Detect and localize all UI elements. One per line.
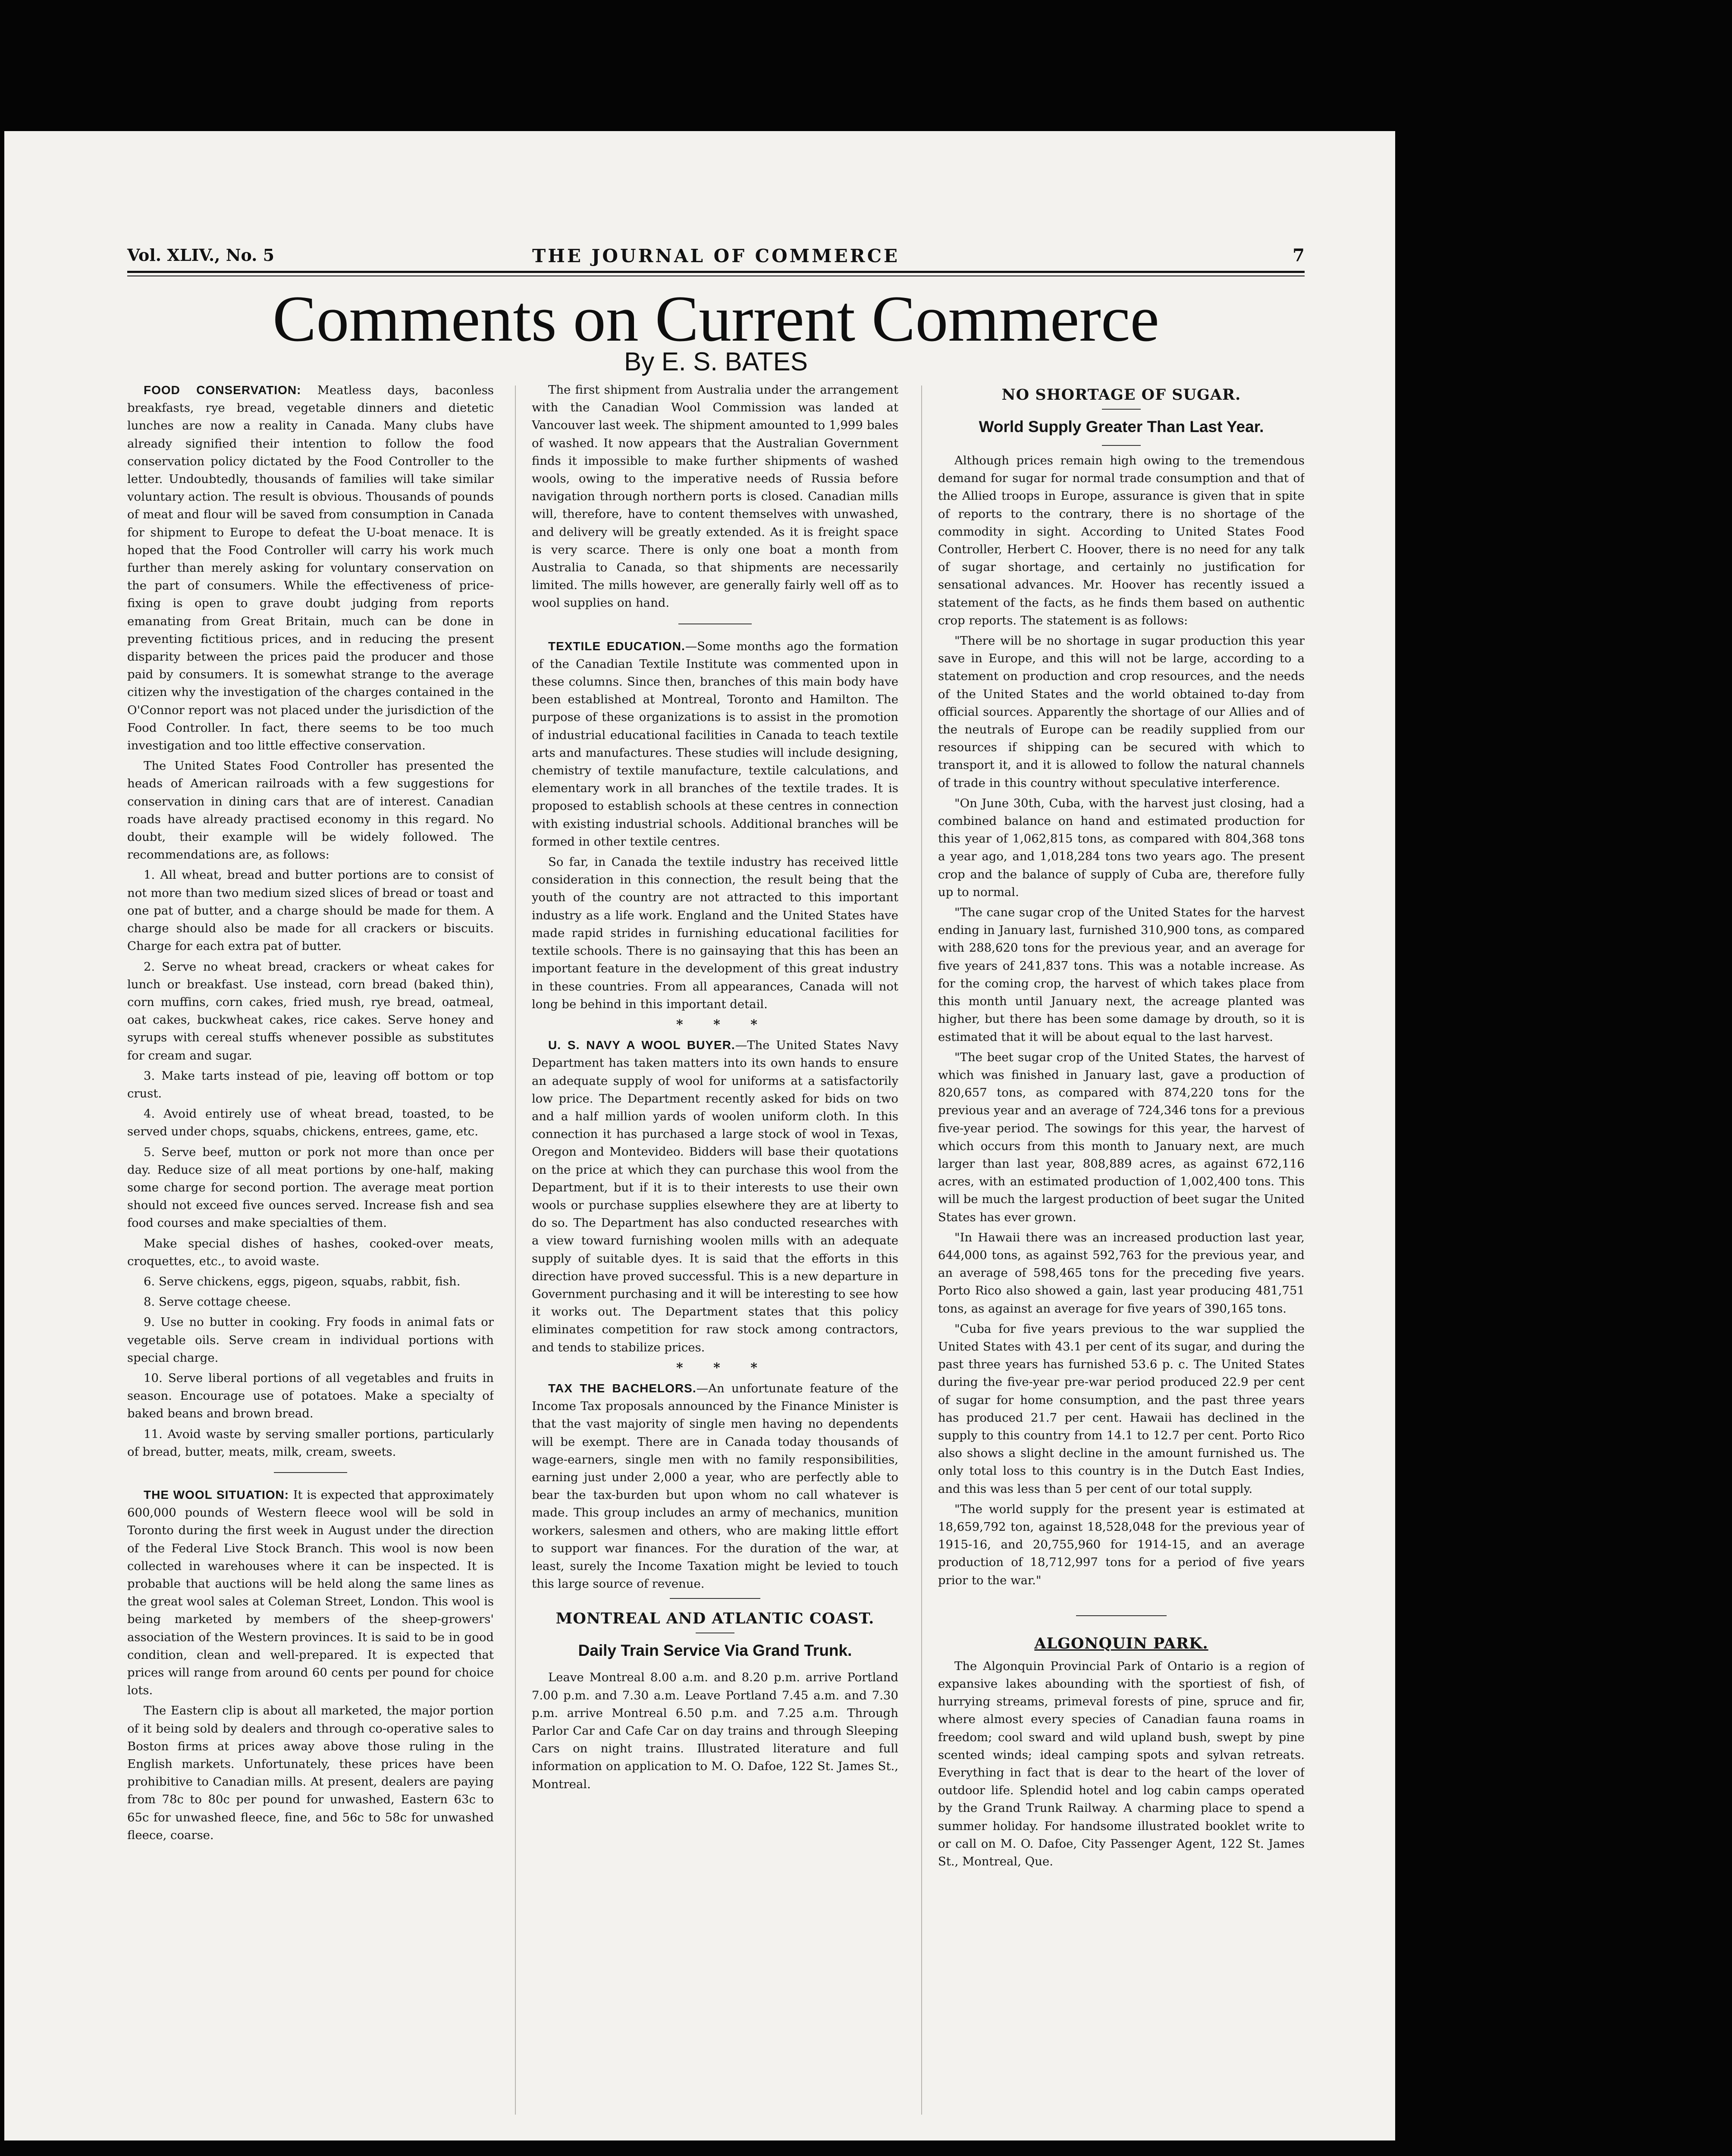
tax-bachelors-text: —An unfortunate feature of the Income Tax proposals announced by the Finance Minister is that the vast majority of single men having no dependents will be exempt. There are in Canada today thousands of wage-earners, single men with no family responsibilities, earning just under 2,000 a year, who are perfectly able to bear the tax-burden but upon whom no call whatever is made. This group includes an army of mechanics, munition workers, salesmen and others, who are making little effort to support war finances. For the duration of the war, at least, surely the Income Taxation might be levied to touch this large source of revenue. [532, 1381, 898, 1591]
list-item: 5. Serve beef, mutton or pork not more than once per day. Reduce size of all meat portions by one-half, making some charge for second portion. The average meat portion should not exceed five ounces served. Increase fish and sea food courses and make specialties of them. [127, 1145, 494, 1230]
food-controller-paragraph: The United States Food Controller has presented the heads of American railroads with a few suggestions for conservation in dining cars that are of interest. Canadian roads have already practised economy in this regard. No doubt, their example will be widely followed. The recommendations are, as follows: [127, 759, 494, 862]
recommendations-list [127, 866, 494, 1461]
montreal-heading: MONTREAL AND ATLANTIC COAST. [555, 1610, 875, 1628]
heading-rule [1102, 409, 1141, 410]
volume-number: Vol. XLIV., No. 5 [127, 245, 275, 265]
page-number: 7 [1293, 245, 1305, 266]
sugar-paragraph: "In Hawaii there was an increased production last year, 644,000 tons, as against 592,763 for the previous year, and an average of 598,465 tons for the preceding five years. Porto Rico also showed a gain, last year producing 481,751 tons, as against an average for five years of 390,165 tons. [938, 1230, 1305, 1316]
section-separator [1076, 1615, 1167, 1616]
sugar-heading: NO SHORTAGE OF SUGAR. [1001, 386, 1241, 404]
food-conservation-text: Meatless days, baconless breakfasts, rye bread, vegetable dinners and dietetic lunches are now a reality in Canada. Many clubs have already signified their intention to follow the food conservation policy dictated by the Food Controller to the letter. Undoubtedly, thousands of families will take similar voluntary action. The result is obvious. Thousands of pounds of meat and flour will be saved from consumption in Canada for shipment to Europe to defeat the U-boat menace. It is hoped that the Food Controller will carry his work much further than merely asking for voluntary conservation on the part of consumers. While the effectiveness of price-fixing is open to grave doubt judging from reports emanating from Great Britain, much can be done in preventing fictitious prices, and in reducing the present disparity between the prices paid the producer and those paid by consumers. It is somewhat strange to the average citizen why the investigation of the charges contained in the O'Connor report was not placed under the jurisdiction of the Food Controller. In fact, there seems to be too much investigation and too little effective conservation. [127, 383, 494, 753]
star-separator: * * * [676, 1360, 770, 1376]
header-rule [127, 271, 1305, 273]
list-item: 10. Serve liberal portions of all vegetables and fruits in season. Encourage use of potatoes. Make a specialty of baked beans and brown bread. [127, 1371, 494, 1421]
list-item: 1. All wheat, bread and butter portions are to consist of not more than two medium sized slices of bread or toast and one pat of butter, and a charge should be made for them. A charge should also be made for all crackers or biscuits. Charge for each extra pat of butter. [127, 868, 494, 953]
textile-industry-paragraph: So far, in Canada the textile industry has received little consideration in this connection, the result being that the youth of the country are not attracted to this important industry as a life work. England and the United States have made rapid strides in furnishing educational facilities for textile schools. There is no gainsaying that this has been an important feature in the development of this great industry in these countries. From all appearances, Canada will not long be behind in this important detail. [532, 855, 898, 1011]
journal-title: THE JOURNAL OF COMMERCE [532, 245, 900, 266]
food-conservation-paragraph [127, 381, 494, 755]
column-rule [921, 385, 922, 2115]
sugar-paragraph: "Cuba for five years previous to the war supplied the United States with 43.1 per cent of its sugar, and during the past three years has furnished 53.6 p. c. The United States during the five-year pre-war period produced 22.9 per cent of sugar for home consumption, and the past three years has produced 21.7 per cent. Hawaii has declined in the supply to this country from 14.1 to 12.7 per cent. Porto Rico also shows a slight decline in the amount furnished us. The only total loss to this country is in the Dutch East Indies, and this was less than 5 per cent of our total supply. [938, 1322, 1305, 1496]
navy-wool-paragraph [532, 1036, 898, 1357]
page-headline: Comments on Current Commerce [273, 282, 1159, 355]
sugar-paragraph: "There will be no shortage in sugar production this year save in Europe, and this will not be large, according to a statement on production and crop resources, and the needs of the United States and the world obtained to-day from official sources. Apparently the shortage of our Allies and of the neutrals of Europe can be readily supplied from our resources if shipping can be secured with which to transport it, and it is allowed to follow the natural channels of trade in this country without speculative interference. [938, 634, 1305, 790]
australia-shipment-paragraph: The first shipment from Australia under the arrangement with the Canadian Wool Commission was landed at Vancouver last week. The shipment amounted to 1,999 bales of washed. It now appears that the Australian Government finds it impossible to make further shipments of washed wools, owing to the imperative needs of Russia before navigation through northern ports is closed. Canadian mills will, therefore, have to content themselves with unwashed, and delivery will be greatly extended. As it is freight space is very scarce. There is only one boat a month from Australia to Canada, so that shipments are necessarily limited. The mills however, are generally fairly well off as to wool supplies on hand. [532, 383, 898, 610]
sugar-paragraph: "The cane sugar crop of the United States for the harvest ending in January last, furnished 310,900 tons, as compared with 288,620 tons for the previous year, and an average for five years of 241,837 tons. This was a notable increase. As for the coming crop, the harvest of which takes place from this month until January next, the acreage planted was higher, but there has been some damage by drouth, so it is estimated that it will be about equal to the last harvest. [938, 906, 1305, 1044]
wool-situation-text: It is expected that approximately 600,000 pounds of Western fleece wool will be sold in Toronto during the first week in August under the direction of the Federal Live Stock Branch. This wool is now been collected in warehouses where it can be inspected. It is probable that auctions will be held along the same lines as the great wool sales at Coleman Street, London. This wool is being marketed by members of the sheep-growers' association of the Western provinces. It is said to be in good condition, clean and well-prepared. It is expected that prices will range from around 60 cents per pound for choice lots. [127, 1488, 494, 1698]
list-item: 11. Avoid waste by serving smaller portions, particularly of bread, butter, meats, milk, cream, sweets. [127, 1427, 494, 1459]
tax-bachelors-lead: TAX THE BACHELORS. [548, 1381, 697, 1395]
food-conservation-lead: FOOD CONSERVATION: [144, 383, 301, 397]
montreal-subheading: Daily Train Service Via Grand Trunk. [578, 1642, 852, 1660]
list-item: 2. Serve no wheat bread, crackers or wheat cakes for lunch or breakfast. Use instead, corn bread (baked thin), corn muffins, corn cakes, fried mush, rye bread, oatmeal, oat cakes, buckwheat cakes, rice cakes. Serve honey and syrups with cereal stuffs whenever possible as substitutes for cream and sugar. [127, 959, 494, 1062]
list-item: 8. Serve cottage cheese. [144, 1295, 291, 1309]
sugar-paragraph: "The world supply for the present year is estimated at 18,659,792 ton, against 18,528,048 for the previous year of 1915-16, and 20,755,960 for 1914-15, and an average production of 18,712,997 tons for a period of five years prior to the war." [938, 1502, 1305, 1587]
list-item: 4. Avoid entirely use of wheat bread, toasted, to be served under chops, squabs, chickens, entrees, game, etc. [127, 1107, 494, 1139]
wool-situation-paragraph [127, 1486, 494, 1699]
star-separator: * * * [676, 1017, 770, 1032]
textile-education-lead: TEXTILE EDUCATION. [548, 639, 685, 653]
sugar-paragraph: "The beet sugar crop of the United States, the harvest of which was finished in January last, gave a production of 820,657 tons, as compared with 874,220 tons for the previous year and an average of 724,346 tons for a previous five-year period. The sowings for this year, the harvest of which occurs from this month to January next, are much larger than last year, 808,889 acres, as against 672,116 acres, with an estimated production of 1,002,400 tons. This will be much the largest production of beet sugar the United States has ever grown. [938, 1050, 1305, 1224]
byline: By E. S. BATES [624, 347, 808, 376]
list-item: 3. Make tarts instead of pie, leaving off bottom or top crust. [127, 1069, 494, 1100]
column-rule [515, 385, 516, 2115]
list-item: 9. Use no butter in cooking. Fry foods in animal fats or vegetable oils. Serve cream in individual portions with special charge. [127, 1315, 494, 1365]
algonquin-paragraph: The Algonquin Provincial Park of Ontario is a region of expansive lakes abounding with the sportiest of fish, of hurrying streams, primeval forests of pine, spruce and fir, where almost every species of Canadian fauna roams in freedom; cool sward and wild upland bush, swept by pine scented winds; ideal camping spots and sylvan retreats. Everything in fact that is dear to the heart of the lover of outdoor life. Splendid hotel and log cabin camps operated by the Grand Trunk Railway. A charming place to spend a summer holiday. For handsome illustrated booklet write to or call on M. O. Dafoe, City Passenger Agent, 122 St. James St., Montreal, Que. [938, 1659, 1305, 1869]
wool-situation-lead: THE WOOL SITUATION: [144, 1488, 289, 1501]
navy-wool-lead: U. S. NAVY A WOOL BUYER. [548, 1038, 735, 1052]
heading-rule [1102, 445, 1141, 446]
textile-education-text: —Some months ago the formation of the Canadian Textile Institute was commented upon in these columns. Since then, branches of this main body have been established at Montreal, Toronto and Hamilton. The purpose of these organizations is to assist in the promotion of industrial educational facilities in Canada to teach textile arts and manufactures. These studies will include designing, chemistry of textile manufacture, textile calculations, and elementary work in all branches of the textile trades. It is proposed to establish schools at these centres in connection with existing industrial schools. Additional branches will be formed in other textile centres. [532, 639, 898, 849]
sugar-paragraph: "On June 30th, Cuba, with the harvest just closing, had a combined balance on hand and estimated production for this year of 1,062,815 tons, as compared with 804,368 tons a year ago, and 1,018,284 tons two years ago. The present crop and the balance of supply of Cuba are, therefore fully up to normal. [938, 796, 1305, 899]
navy-wool-text: —The United States Navy Department has taken matters into its own hands to ensure an adequate supply of wool for uniforms at a satisfactorily low price. The Department recently asked for bids on two and a half million yards of woolen uniform cloth. In this connection it has purchased a large stock of wool in Texas, Oregon and Montevideo. Bidders will base their quotations on the price at which they can purchase this wool from the Department, but if it is to their interests to use their own wools or purchase supplies elsewhere they are at liberty to do so. The Department has also conducted researches with a view toward furnishing woolen mills with an adequate supply of suitable dyes. It is said that the efforts in this direction have proved successful. This is a new departure in Government purchasing and it will be interesting to see how it works out. The Department states that this policy eliminates competition for raw stock among contractors, and tends to stabilize prices. [532, 1038, 898, 1354]
sugar-subheading: World Supply Greater Than Last Year. [979, 418, 1264, 436]
column-3 [938, 381, 1305, 2119]
section-separator [670, 1598, 760, 1599]
newspaper-page [4, 131, 1395, 2140]
section-separator [274, 1472, 347, 1473]
tax-bachelors-paragraph [532, 1379, 898, 1593]
list-item: 6. Serve chickens, eggs, pigeon, squabs, rabbit, fish. [144, 1274, 461, 1288]
column-2 [532, 381, 898, 2119]
list-item: Make special dishes of hashes, cooked-over meats, croquettes, etc., to avoid waste. [127, 1236, 494, 1268]
textile-education-paragraph [532, 637, 898, 851]
column-1 [127, 381, 494, 2119]
algonquin-heading: ALGONQUIN PARK. [1034, 1634, 1208, 1652]
sugar-paragraph: Although prices remain high owing to the tremendous demand for sugar for normal trade consumption and that of the Allied troops in Europe, assurance is given that in spite of reports to the contrary, there is no shortage of the commodity in sight. According to United States Food Controller, Herbert C. Hoover, there is no need for any talk of sugar shortage, and certainly no justification for sensational advances. Mr. Hoover has recently issued a statement of the facts, as he finds them based on authentic crop reports. The statement is as follows: [938, 454, 1305, 627]
eastern-clip-paragraph: The Eastern clip is about all marketed, the major portion of it being sold by dealers and through co-operative sales to Boston firms at prices away above those ruling in the English markets. Unfortunately, these prices have been prohibitive to Canadian mills. At present, dealers are paying from 78c to 80c per pound for unwashed, Eastern 63c to 65c for unwashed fleece, fine, and 56c to 58c for unwashed fleece, coarse. [127, 1704, 494, 1842]
montreal-train-paragraph: Leave Montreal 8.00 a.m. and 8.20 p.m. arrive Portland 7.00 p.m. and 7.30 a.m. Leave Portland 7.45 a.m. and 7.30 p.m. arrive Montreal 6.50 p.m. and 7.25 a.m. Through Parlor Car and Cafe Car on day trains and through Sleeping Cars on night trains. Illustrated literature and full information on application to M. O. Dafoe, 122 St. James St., Montreal. [532, 1670, 898, 1791]
